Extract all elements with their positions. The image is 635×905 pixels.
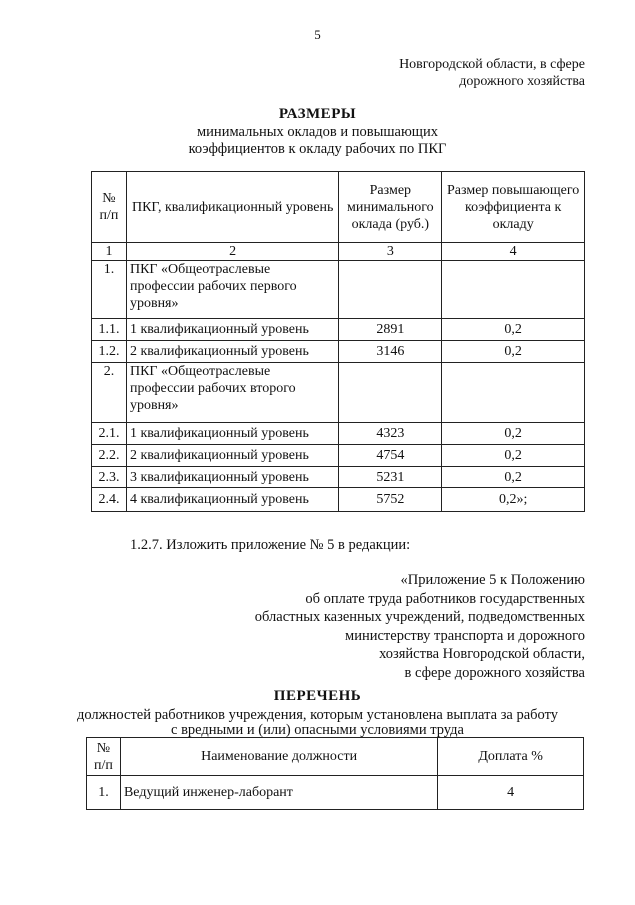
positions-table xyxy=(86,737,584,810)
table-header-row xyxy=(92,172,585,243)
row-num: 2.1. xyxy=(92,423,127,445)
row-salary: 5752 xyxy=(339,488,442,512)
row-position: Ведущий инженер-лаборант xyxy=(120,776,437,810)
row-name: ПКГ «Общеотраслевые профессии рабочих второго уровня» xyxy=(126,363,338,423)
table-row xyxy=(92,423,585,445)
row-name: ПКГ «Общеотраслевые профессии рабочих первого уровня» xyxy=(126,261,338,319)
appendix-line-2: об оплате труда работников государственных xyxy=(305,590,585,607)
row-name: 4 квалификационный уровень xyxy=(126,488,338,512)
row-salary: 4754 xyxy=(339,445,442,467)
row-salary xyxy=(339,363,442,423)
col-number: 1 xyxy=(92,243,127,261)
row-coef: 0,2 xyxy=(442,341,585,363)
row-salary: 2891 xyxy=(339,319,442,341)
column-number-row xyxy=(92,243,585,261)
row-num: 2.4. xyxy=(92,488,127,512)
row-coef: 0,2 xyxy=(442,467,585,488)
table-row xyxy=(92,445,585,467)
instruction-paragraph: 1.2.7. Изложить приложение № 5 в редакции: xyxy=(130,537,411,553)
col-header-salary: Размер минимального оклада (руб.) xyxy=(339,172,442,243)
table-row xyxy=(92,488,585,512)
row-salary: 4323 xyxy=(339,423,442,445)
col-number: 4 xyxy=(442,243,585,261)
appendix-line-4: министерству транспорта и дорожного xyxy=(345,627,585,644)
row-num: 1. xyxy=(92,261,127,319)
row-salary: 5231 xyxy=(339,467,442,488)
appendix-line-5: хозяйства Новгородской области, xyxy=(379,646,585,662)
col-header-num: № п/п xyxy=(92,172,127,243)
table-row xyxy=(92,467,585,488)
col-header-pay: Доплата % xyxy=(438,738,584,776)
row-coef: 0,2 xyxy=(442,319,585,341)
row-num: 1.2. xyxy=(92,341,127,363)
list-title: ПЕРЕЧЕНЬ xyxy=(273,688,362,704)
document-header xyxy=(399,56,585,90)
table-row xyxy=(87,776,584,810)
row-salary xyxy=(339,261,442,319)
col-header-name: ПКГ, квалификационный уровень xyxy=(126,172,338,243)
row-name: 2 квалификационный уровень xyxy=(126,341,338,363)
row-name: 3 квалификационный уровень xyxy=(126,467,338,488)
row-coef: 0,2 xyxy=(442,423,585,445)
row-name: 1 квалификационный уровень xyxy=(126,319,338,341)
page-number: 5 xyxy=(314,27,321,42)
col-header-position: Наименование должности xyxy=(120,738,437,776)
table-row xyxy=(92,341,585,363)
table-row xyxy=(92,363,585,423)
header-line-2: дорожного хозяйства xyxy=(459,74,585,89)
sizes-table xyxy=(91,171,585,512)
row-num: 2.2. xyxy=(92,445,127,467)
row-num: 1. xyxy=(87,776,121,810)
row-pay: 4 xyxy=(438,776,584,810)
row-coef: 0,2 xyxy=(442,445,585,467)
appendix-header xyxy=(255,571,585,682)
col-number: 2 xyxy=(126,243,338,261)
row-name: 1 квалификационный уровень xyxy=(126,423,338,445)
row-name: 2 квалификационный уровень xyxy=(126,445,338,467)
appendix-line-6: в сфере дорожного хозяйства xyxy=(404,664,585,681)
appendix-line-3: областных казенных учреждений, подведомственных xyxy=(254,609,585,625)
header-line-1: Новгородской области, в сфере xyxy=(399,57,585,72)
col-header-coef: Размер повышающего коэффициента к окладу xyxy=(442,172,585,243)
row-coef xyxy=(442,363,585,423)
appendix-line-1: «Приложение 5 к Положению xyxy=(400,572,585,588)
sizes-title: РАЗМЕРЫ xyxy=(278,106,357,122)
table-row xyxy=(92,319,585,341)
sizes-subtitle-2: коэффициентов к окладу рабочих по ПКГ xyxy=(188,141,447,157)
row-salary: 3146 xyxy=(339,341,442,363)
row-num: 2.3. xyxy=(92,467,127,488)
table-row xyxy=(92,261,585,319)
row-num: 1.1. xyxy=(92,319,127,341)
table-header-row xyxy=(87,738,584,776)
row-coef: 0,2»; xyxy=(442,488,585,512)
list-subtitle-1: должностей работников учреждения, которым установлена выплата за работу xyxy=(76,707,559,723)
col-number: 3 xyxy=(339,243,442,261)
col-header-num: № п/п xyxy=(87,738,121,776)
row-coef xyxy=(442,261,585,319)
sizes-subtitle-1: минимальных окладов и повышающих xyxy=(197,124,438,140)
row-num: 2. xyxy=(92,363,127,423)
list-subtitle-2: с вредными и (или) опасными условиями труда xyxy=(171,722,464,738)
